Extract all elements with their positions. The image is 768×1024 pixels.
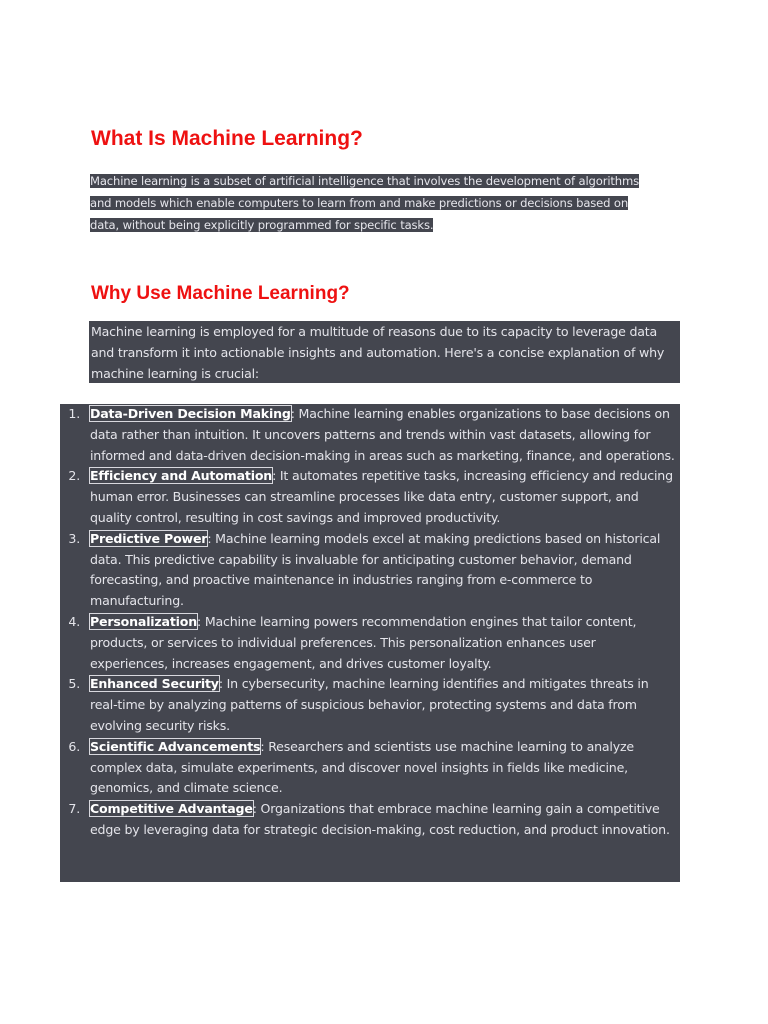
list-term: Enhanced Security bbox=[90, 676, 219, 692]
heading-why-use-ml: Why Use Machine Learning? bbox=[91, 283, 350, 304]
definition-line: data, without being explicitly programmed for specific tasks. bbox=[90, 218, 434, 232]
list-item bbox=[60, 674, 680, 736]
list-item bbox=[60, 404, 680, 466]
list-number: 2. bbox=[68, 468, 80, 484]
definition-line: Machine learning is a subset of artificial intelligence that involves the development of algorithms bbox=[90, 174, 640, 188]
list-number: 4. bbox=[68, 613, 80, 629]
list-term: Predictive Power bbox=[90, 530, 208, 546]
list-term: Scientific Advancements bbox=[90, 738, 261, 754]
list-text: : Researchers and scientists use machine learning to analyze complex data, simulate experiments, and discover novel insights in fields like medicine, genomics, and climate science. bbox=[90, 738, 634, 796]
list-text: : Machine learning powers recommendation engines that tailor content, products, or services to individual preferences. This personalization enhances user experiences, increases engagement, and drives customer loyalty. bbox=[90, 613, 637, 671]
list-item bbox=[60, 612, 680, 674]
list-text: : It automates repetitive tasks, increasing efficiency and reducing human error. Businesses can streamline processes like data entry, customer support, and quality control, resulting in cost savings and improved productivity. bbox=[90, 468, 673, 525]
list-term: Data-Driven Decision Making bbox=[90, 406, 291, 421]
reasons-list bbox=[60, 404, 680, 841]
list-number: 5. bbox=[68, 676, 80, 692]
list-number: 6. bbox=[68, 738, 80, 754]
definition-paragraph bbox=[90, 170, 680, 236]
list-item bbox=[60, 799, 680, 841]
list-term: Personalization bbox=[90, 613, 198, 629]
list-number: 7. bbox=[68, 801, 80, 817]
list-item bbox=[60, 737, 680, 799]
list-number: 1. bbox=[68, 406, 80, 421]
list-text: : Organizations that embrace machine learning gain a competitive edge by leveraging data for strategic decision-making, cost reduction, and product innovation. bbox=[90, 801, 670, 837]
list-number: 3. bbox=[68, 530, 80, 546]
definition-line: and models which enable computers to learn from and make predictions or decisions based on bbox=[90, 196, 629, 210]
list-term: Competitive Advantage bbox=[90, 801, 253, 817]
list-item bbox=[60, 529, 680, 612]
list-text: : In cybersecurity, machine learning identifies and mitigates threats in real-time by analyzing patterns of suspicious behavior, protecting systems and data from evolving security risks. bbox=[90, 676, 649, 733]
list-term: Efficiency and Automation bbox=[90, 468, 273, 484]
intro-paragraph: Machine learning is employed for a multitude of reasons due to its capacity to leverage data and transform it into actionable insights and automation. Here's a concise explanation of why machine learning is crucial: bbox=[89, 321, 680, 383]
list-text: : Machine learning enables organizations to base decisions on data rather than intuition. It uncovers patterns and trends within vast datasets, allowing for informed and data-driven decision-making in areas such as marketing, finance, and operations. bbox=[90, 406, 675, 463]
list-text: : Machine learning models excel at making predictions based on historical data. This predictive capability is invaluable for anticipating customer behavior, demand forecasting, and proactive maintenance in industries ranging from e-commerce to manufacturing. bbox=[90, 530, 661, 609]
list-item bbox=[60, 466, 680, 528]
heading-what-is-ml: What Is Machine Learning? bbox=[91, 127, 363, 150]
